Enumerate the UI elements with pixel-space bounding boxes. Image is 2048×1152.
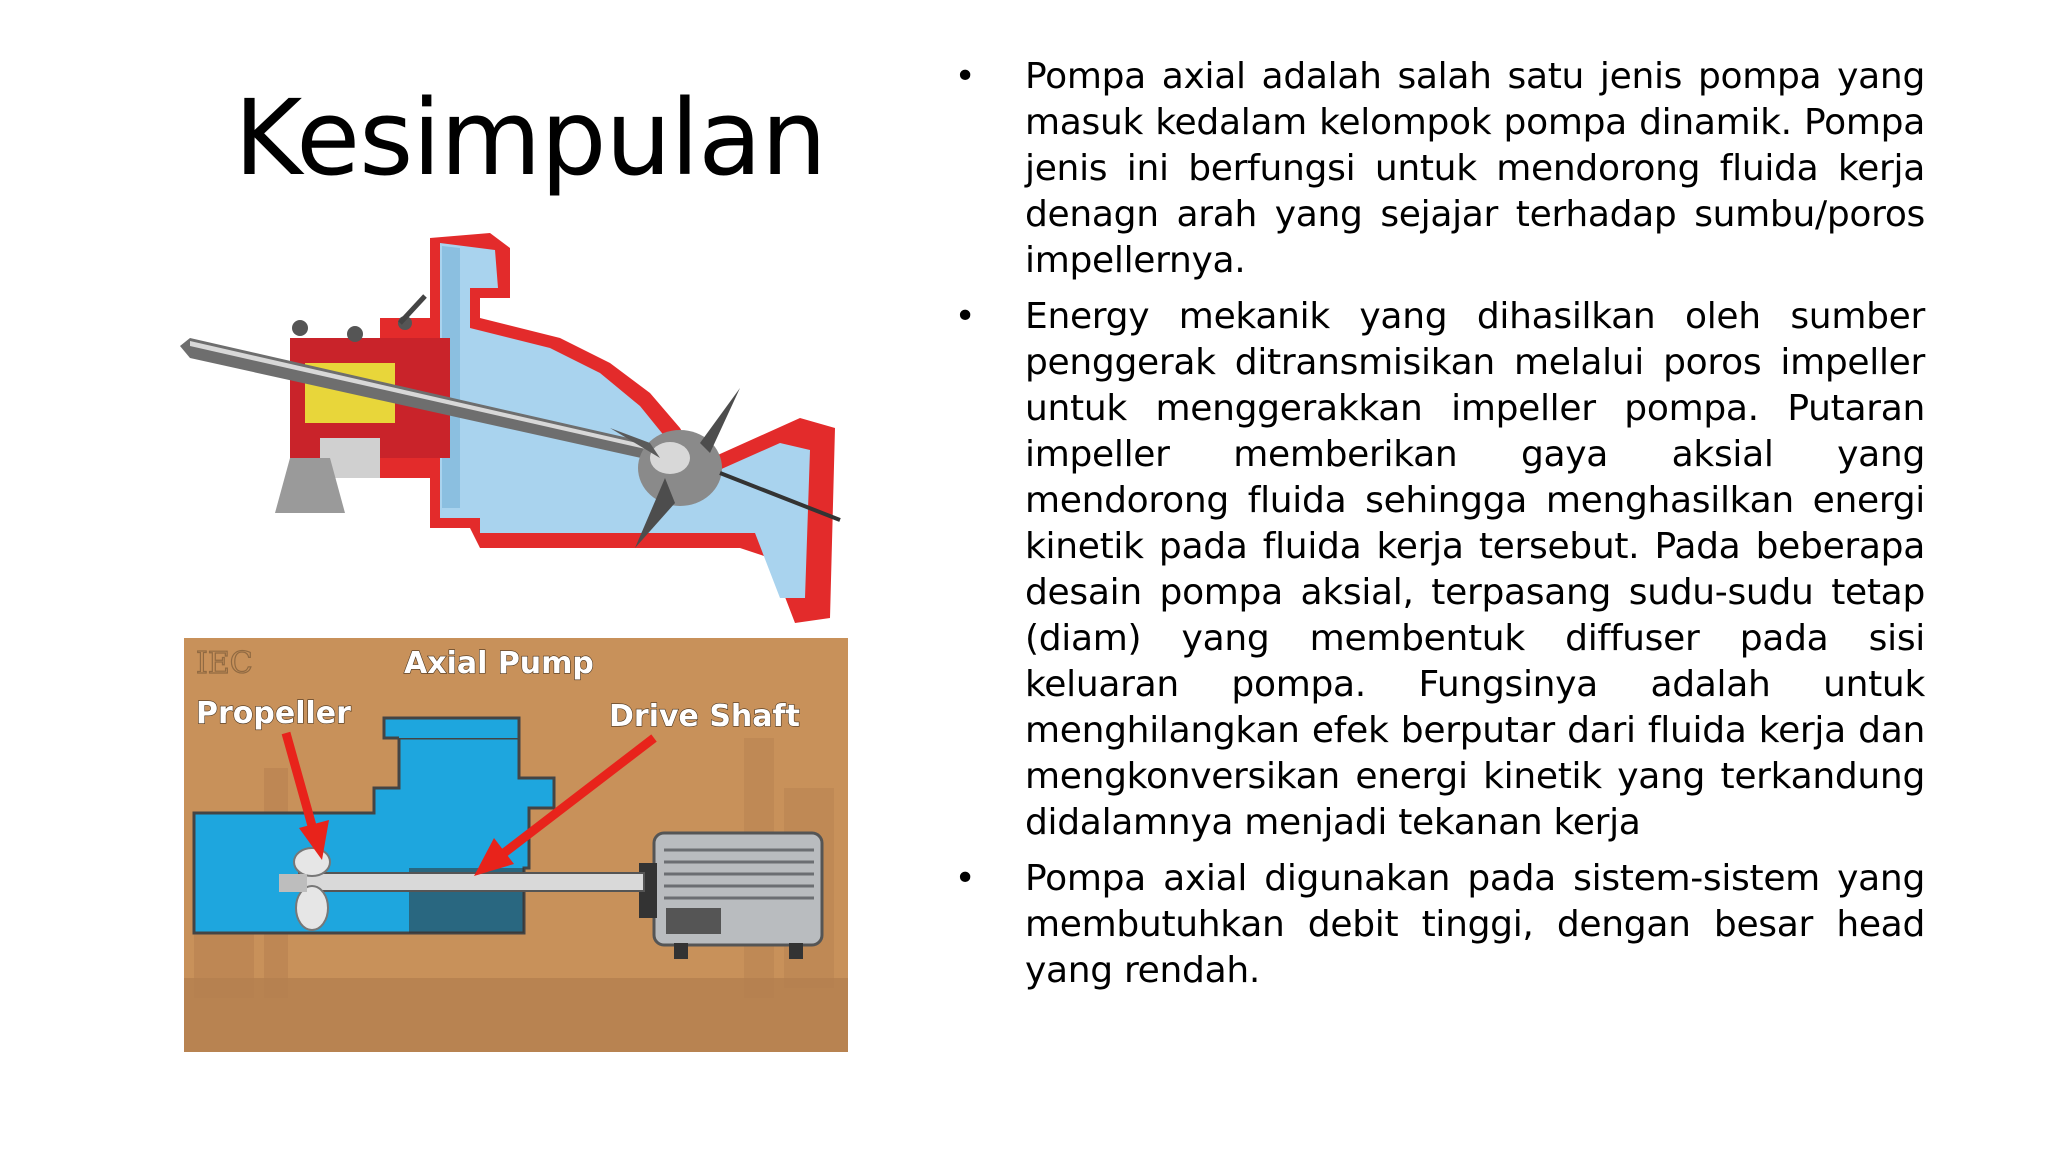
diagram-title: Axial Pump	[404, 646, 594, 681]
axial-pump-diagram-image	[184, 638, 848, 1052]
propeller-label: Propeller	[196, 696, 351, 731]
axial-pump-cutaway-image	[180, 228, 860, 628]
propeller-diagram	[294, 848, 330, 876]
bullet-text: Energy mekanik yang dihasilkan oleh sumber penggerak ditransmisikan melalui poros impeller untuk menggerakkan impeller pompa. Putaran impeller memberikan gaya aksial yang mendorong fluida sehingga menghasilkan energi kinetik pada fluida kerja tersebut. Pada beberapa desain pompa aksial, terpasang sudu-sudu tetap (diam) yang membentuk diffuser pada sisi keluaran pompa. Fungsinya adalah untuk menghilangkan efek berputar dari fluida kerja dan mengkonversikan energi kinetik yang terkandung didalamnya menjadi tekanan kerja	[1025, 296, 1925, 843]
diagram-watermark: IEC	[196, 646, 253, 681]
bullet-list	[945, 54, 1925, 1004]
bullet-symbol: •	[954, 56, 976, 97]
bullet-symbol: •	[954, 296, 976, 337]
drive-shaft-label: Drive Shaft	[609, 699, 800, 734]
bullet-text: Pompa axial adalah salah satu jenis pompa yang masuk kedalam kelompok pompa dinamik. Pompa jenis ini berfungsi untuk mendorong fluida kerja denagn arah yang sejajar terhadap sumbu/poros impellernya.	[1025, 56, 1925, 281]
bullet-item	[945, 54, 1925, 284]
bullet-item	[945, 294, 1925, 846]
bullet-item	[945, 856, 1925, 994]
drive-shaft	[299, 873, 644, 891]
bullet-symbol: •	[954, 858, 976, 899]
bullet-text: Pompa axial digunakan pada sistem-sistem yang membutuhkan debit tinggi, dengan besar head yang rendah.	[1025, 858, 1925, 991]
slide-title: Kesimpulan	[234, 77, 826, 199]
